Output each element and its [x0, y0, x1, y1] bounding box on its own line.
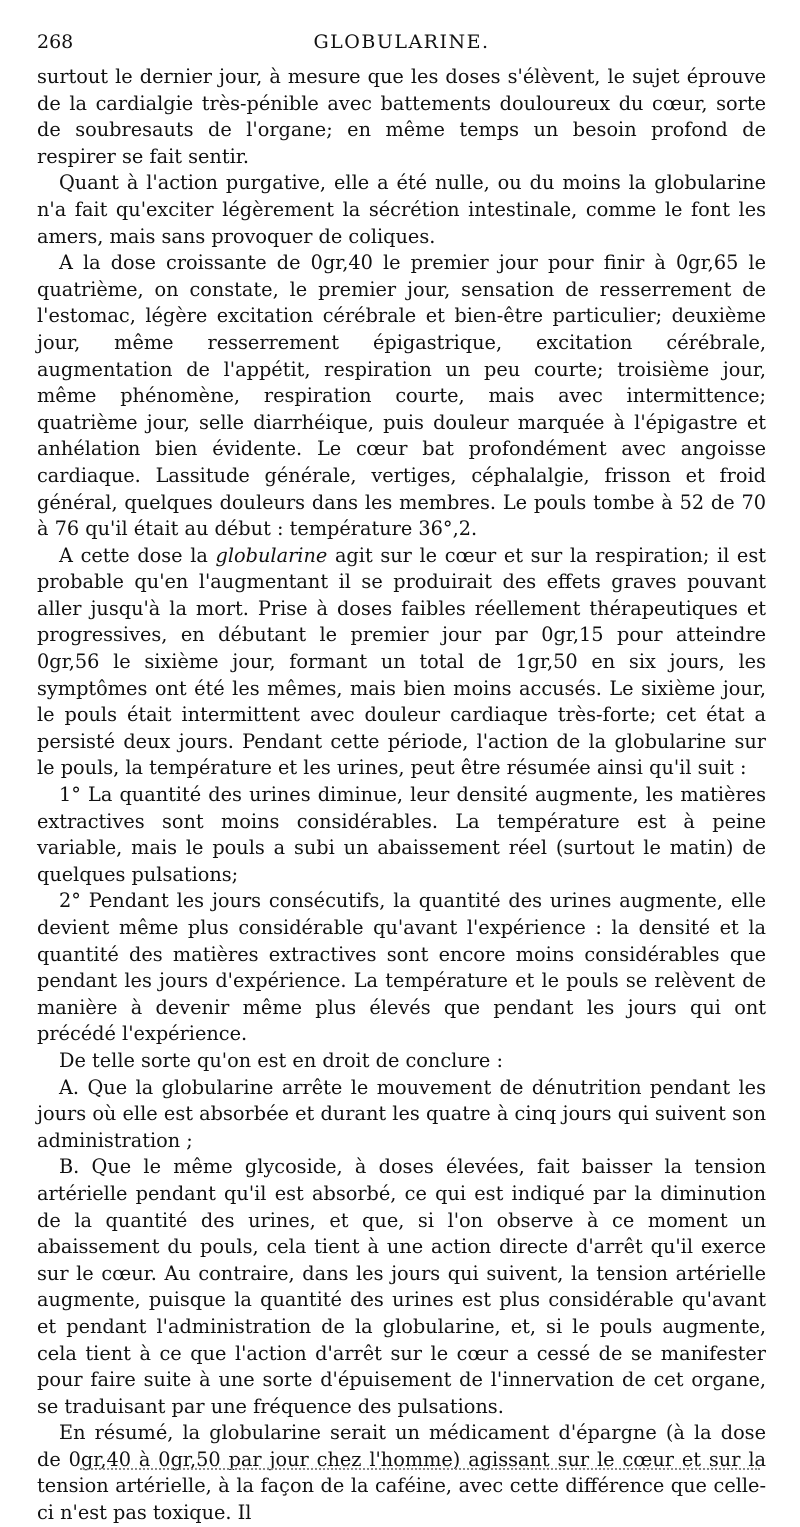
italic-term-globularine: globularine — [215, 543, 328, 567]
running-title: GLOBULARINE. — [313, 31, 490, 53]
paragraph-continuation: surtout le dernier jour, à mesure que les doses s'élèvent, le sujet éprouve de la cardialgie très-pénible avec battements douloureux du cœur, sorte de soubresauts de l'organe; en même temps un besoin profond de respirer se fait sentir. — [37, 65, 766, 168]
body-text — [37, 64, 766, 1527]
paragraph-summary: En résumé, la globularine serait un médicament d'épargne (à la dose de 0gr,40 à 0gr,50 par jour chez l'homme) agissant sur le cœur et sur la tension artérielle, à la façon de la caféine, avec cette différence que celle-ci n'est pas toxique. Il — [37, 1421, 766, 1525]
paragraph-conclusion-b: B. Que le même glycoside, à doses élevées, fait baisser la tension artérielle pendant qu'il est absorbé, ce qui est indiqué par la diminution de la quantité des urines, et que, si l'on observe à ce moment un abaissement du pouls, cela tient à une action directe d'arrêt qu'il exerce sur le cœur. Au contraire, dans les jours qui suivent, la tension artérielle augmente, puisque la quantité des urines est plus considérable qu'avant et pendant l'administration de la globularine, et, si le pouls augmente, cela tient à ce que l'action d'arrêt sur le cœur a cessé de se manifester pour faire suite à une sorte d'épuisement de l'innervation de cet organe, se traduisant par une fréquence des pulsations. — [37, 1155, 766, 1418]
page-number: 268 — [37, 31, 74, 53]
paragraph-increasing-dose: A la dose croissante de 0gr,40 le premier jour pour finir à 0gr,65 le quatrième, on constate, le premier jour, sensation de resserrement de l'estomac, légère excitation cérébrale et bien-être particulier; deuxième jour, même resserrement épigastrique, excitation cérébrale, augmentation de l'appétit, respiration un peu courte; troisième jour, même phénomène, respiration courte, mais avec intermittence; quatrième jour, selle diarrhéique, puis douleur marquée à l'épigastre et anhélation bien évidente. Le cœur bat profondément avec angoisse cardiaque. Lassitude générale, vertiges, céphalalgie, frisson et froid général, quelques douleurs dans les membres. Le pouls tombe à 52 de 70 à 76 qu'il était au début : température 36°,2. — [37, 251, 766, 541]
page-header — [37, 28, 766, 56]
paragraph-dose-effects — [37, 543, 766, 782]
paragraph-conclusion-intro: De telle sorte qu'on est en droit de conclure : — [59, 1048, 503, 1072]
paragraph-purgative-action: Quant à l'action purgative, elle a été nulle, ou du moins la globularine n'a fait qu'exciter légèrement la sécrétion intestinale, comme le font les amers, mais sans provoquer de coliques. — [37, 171, 766, 248]
text-segment: A cette dose la — [59, 543, 216, 567]
footer-rule — [80, 1468, 760, 1470]
paragraph-conclusion-a: A. Que la globularine arrête le mouvement de dénutrition pendant les jours où elle est absorbée et durant les quatre à cinq jours qui suivent son administration ; — [37, 1075, 766, 1152]
text-segment: agit sur le cœur et sur la respiration; il est probable qu'en l'augmentant il se produirait des effets graves pouvant aller jusqu'à la mort. Prise à doses faibles réellement thérapeutiques et progressives, en débutant le premier jour par 0gr,15 pour atteindre 0gr,56 le sixième jour, formant un total de 1gr,50 en six jours, les symptômes ont été les mêmes, mais bien moins accusés. Le sixième jour, le pouls était intermittent avec douleur cardiaque très-forte; cet état a persisté deux jours. Pendant cette période, l'action de la globularine sur le pouls, la température et les urines, peut être résumée ainsi qu'il suit : — [37, 543, 766, 780]
paragraph-point-1: 1° La quantité des urines diminue, leur densité augmente, les matières extractives sont moins considérables. La température est à peine variable, mais le pouls a subi un abaissement réel (surtout le matin) de quelques pulsations; — [37, 783, 766, 886]
paragraph-point-2: 2° Pendant les jours consécutifs, la quantité des urines augmente, elle devient même plus considérable qu'avant l'expérience : la densité et la quantité des matières extractives sont encore moins considérables que pendant les jours d'expérience. La température et le pouls se relèvent de manière à devenir même plus élevés que pendant les jours qui ont précédé l'expérience. — [37, 889, 766, 1046]
